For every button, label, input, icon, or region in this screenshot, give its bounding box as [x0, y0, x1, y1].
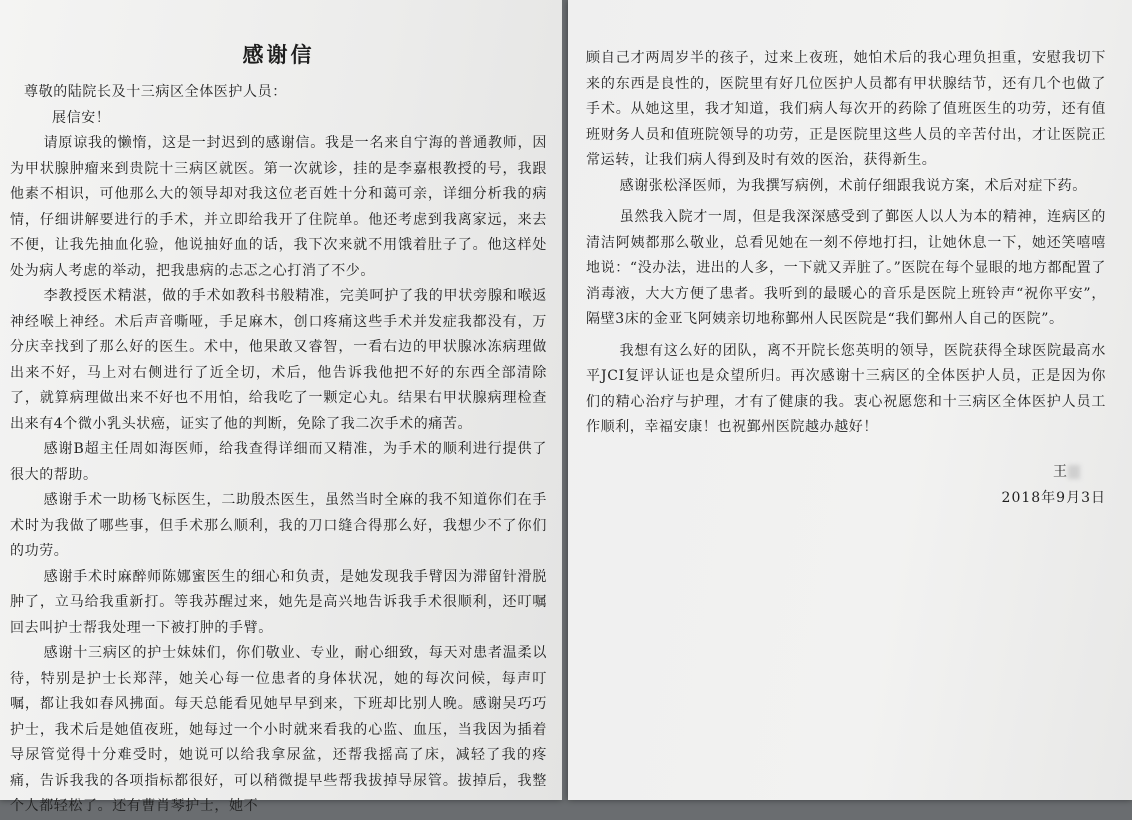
- paragraph: 感谢手术时麻醉师陈娜蜜医生的细心和负责，是她发现我手臂因为滞留针滑脱肿了，立马给我重新打。等我苏醒过来，她先是高兴地告诉我手术很顺利，还叮嘱回去叫护士帮我处理一下被打肿的手臂。: [10, 568, 547, 636]
- letter-page-left: [0, 0, 562, 814]
- paragraph: 李教授医术精湛，做的手术如教科书般精准，完美呵护了我的甲状旁腺和喉返神经喉上神经。术后声音嘶哑，手足麻木，创口疼痛这些手术并发症我都没有，万分庆幸找到了那么好的医生。术中，他果敢又睿智，一看右边的甲状腺冰冻病理做出来不好，马上对右侧进行了近全切，术后，他告诉我他把不好的东西全部清除了，就算病理做出来不好也不用怕，给我吃了一颗定心丸。结果右甲状腺病理检查出来有4个微小乳头状癌，证实了他的判断，免除了我二次手术的痛苦。: [10, 288, 547, 432]
- signature-name: [586, 459, 1106, 485]
- paragraph: 感谢张松泽医师，为我撰写病例，术前仔细跟我说方案，术后对症下药。: [619, 177, 1087, 194]
- greeting: 展信安！: [52, 109, 111, 126]
- redacted-name-blur: [1068, 465, 1080, 479]
- signature-date: 2018年9月3日: [1001, 489, 1106, 506]
- paragraph: 感谢手术一助杨飞标医生，二助殷杰医生，虽然当时全麻的我不知道你们在手术时为我做了哪些事，但手术那么顺利，我的刀口缝合得那么好，我想少不了你们的功劳。: [10, 492, 547, 559]
- signature-name-text: 王: [1053, 463, 1068, 480]
- paragraph: 感谢十三病区的护士妹妹们，你们敬业、专业，耐心细致，每天对患者温柔以待，特别是护士长郑萍，她关心每一位患者的身体状况，她的每次问候，每声叮嘱，都让我如春风拂面。每天总能看见她早早到来，下班却比别人晚。感谢吴巧巧护士，我术后是她值夜班，她每过一个小时就来看我的心监、血压，当我因为插着导尿管觉得十分难受时，她说可以给我拿尿盆，还帮我摇高了床，减轻了我的疼痛，告诉我我的各项指标都很好，可以稍微提早些帮我拔掉导尿管。拔掉后，我整个人都轻松了。还有曹肖琴护士，她不: [10, 645, 547, 814]
- paragraph: 虽然我入院才一周，但是我深深感受到了鄞医人以人为本的精神，连病区的清洁阿姨都那么敬业，总看见她在一刻不停地打扫，让她休息一下，她还笑嘻嘻地说：“没办法，进出的人多，一下就又弄脏了。”医院在每个显眼的地方都配置了消毒液，大大方便了患者。我听到的最暖心的音乐是医院上班铃声“祝你平安”，隔壁3床的金亚飞阿姨亲切地称鄞州人民医院是“我们鄞州人自己的医院”。: [586, 209, 1106, 327]
- paragraph: 请原谅我的懒惰，这是一封迟到的感谢信。我是一名来自宁海的普通教师，因为甲状腺肿瘤来到贵院十三病区就医。第一次就诊，挂的是李嘉根教授的号，我跟他素不相识，可他那么大的领导却对我这位老百姓十分和蔼可亲，详细分析我的病情，仔细讲解要进行的手术，并立即给我开了住院单。他还考虑到我离家远，来去不便，让我先抽血化验，他说抽好血的话，我下次来就不用饿着肚子了。他这样处处为病人考虑的举动，把我患病的忐忑之心打消了不少。: [10, 135, 547, 279]
- letter-page-right: [568, 0, 1132, 800]
- letter-title: 感谢信: [242, 42, 315, 67]
- letter-body-left: [10, 40, 547, 820]
- paragraph: 我想有这么好的团队，离不开院长您英明的领导，医院获得全球医院最高水平JCI复评认证也是众望所归。再次感谢十三病区的全体医护人员，正是因为你们的精心治疗与护理，才有了健康的我。衷心祝愿您和十三病区全体医护人员工作顺利，幸福安康！也祝鄞州医院越办越好！: [586, 342, 1106, 435]
- letter-body-right: [586, 46, 1106, 511]
- salutation: 尊敬的陆院长及十三病区全体医护人员：: [24, 84, 287, 100]
- paragraph: 感谢B超主任周如海医师，给我查得详细而又精准，为手术的顺利进行提供了很大的帮助。: [10, 441, 547, 483]
- paragraph-continued: 顾自己才两周岁半的孩子，过来上夜班，她怕术后的我心理负担重，安慰我切下来的东西是良性的，医院里有好几位医护人员都有甲状腺结节，还有几个也做了手术。从她这里，我才知道，我们病人每次开的药除了值班医生的功劳，还有值班财务人员和值班院领导的功劳，正是医院里这些人员的辛苦付出，才让医院正常运转，让我们病人得到及时有效的医治，获得新生。: [586, 50, 1106, 168]
